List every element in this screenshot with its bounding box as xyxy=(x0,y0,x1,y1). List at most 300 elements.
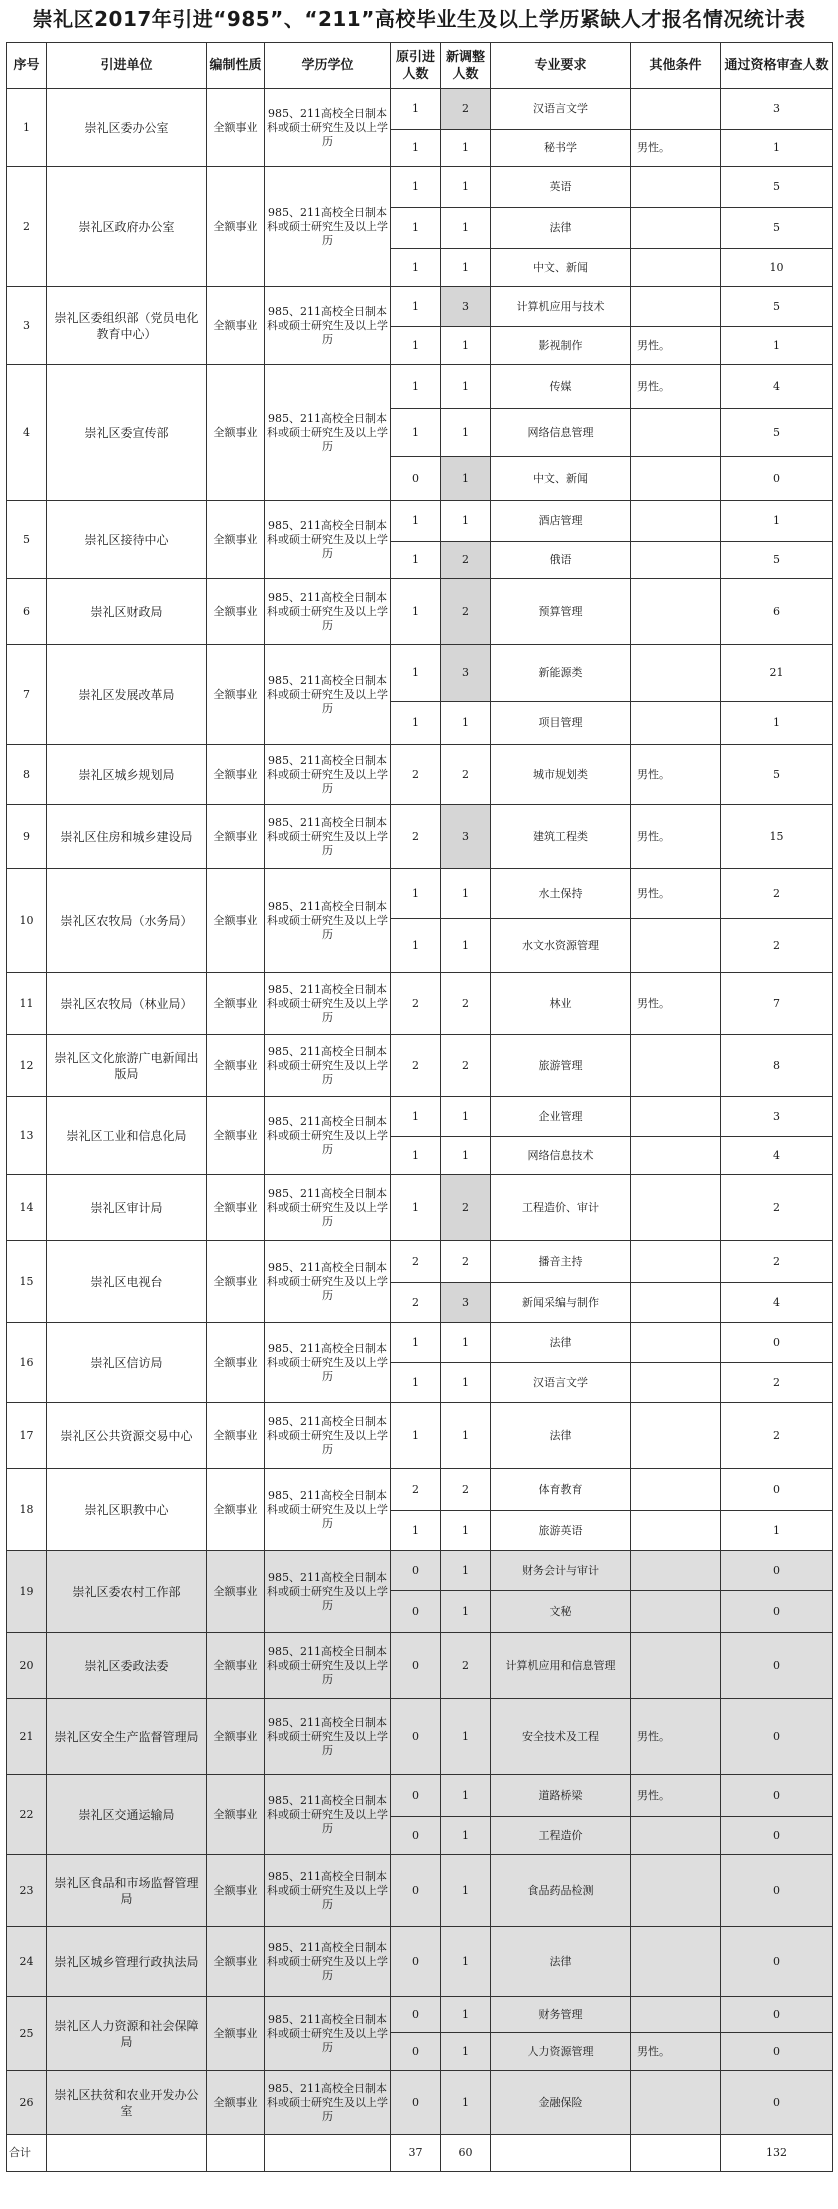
original-count: 0 xyxy=(391,1927,441,1997)
passed-count: 0 xyxy=(721,1469,833,1511)
header-cell: 原引进人数 xyxy=(391,43,441,89)
unit-name: 崇礼区电视台 xyxy=(47,1241,207,1323)
passed-count: 1 xyxy=(721,130,833,167)
major-requirement: 项目管理 xyxy=(491,702,631,745)
unit-name: 崇礼区接待中心 xyxy=(47,501,207,579)
passed-count: 4 xyxy=(721,365,833,409)
table-row xyxy=(7,1035,833,1097)
new-count: 2 xyxy=(441,579,491,645)
passed-count: 0 xyxy=(721,1591,833,1633)
unit-name: 崇礼区财政局 xyxy=(47,579,207,645)
row-number: 1 xyxy=(7,89,47,167)
major-requirement: 中文、新闻 xyxy=(491,457,631,501)
other-conditions: 男性。 xyxy=(631,805,721,869)
major-requirement: 网络信息技术 xyxy=(491,1137,631,1175)
new-count: 1 xyxy=(441,457,491,501)
original-count: 0 xyxy=(391,1775,441,1817)
major-requirement: 法律 xyxy=(491,1403,631,1469)
table-row xyxy=(7,1469,833,1511)
header-cell: 通过资格审查人数 xyxy=(721,43,833,89)
major-requirement: 工程造价 xyxy=(491,1817,631,1855)
row-number: 16 xyxy=(7,1323,47,1403)
other-conditions xyxy=(631,1137,721,1175)
original-count: 1 xyxy=(391,130,441,167)
major-requirement: 体育教育 xyxy=(491,1469,631,1511)
major-requirement: 网络信息管理 xyxy=(491,409,631,457)
unit-name: 崇礼区工业和信息化局 xyxy=(47,1097,207,1175)
unit-name: 崇礼区信访局 xyxy=(47,1323,207,1403)
original-count: 1 xyxy=(391,89,441,130)
other-conditions xyxy=(631,409,721,457)
original-count: 2 xyxy=(391,745,441,805)
passed-count: 0 xyxy=(721,1855,833,1927)
degree-requirement: 985、211高校全日制本科或硕士研究生及以上学历 xyxy=(265,89,391,167)
unit-name: 崇礼区人力资源和社会保障局 xyxy=(47,1997,207,2071)
original-count: 2 xyxy=(391,1241,441,1283)
table-row xyxy=(7,1633,833,1699)
major-requirement: 秘书学 xyxy=(491,130,631,167)
degree-requirement: 985、211高校全日制本科或硕士研究生及以上学历 xyxy=(265,1469,391,1551)
passed-count: 2 xyxy=(721,1175,833,1241)
original-count: 1 xyxy=(391,1403,441,1469)
new-count: 3 xyxy=(441,645,491,702)
passed-count: 5 xyxy=(721,409,833,457)
staffing-type: 全额事业 xyxy=(207,501,265,579)
header-cell: 学历学位 xyxy=(265,43,391,89)
row-number: 15 xyxy=(7,1241,47,1323)
degree-requirement: 985、211高校全日制本科或硕士研究生及以上学历 xyxy=(265,1699,391,1775)
original-count: 0 xyxy=(391,1855,441,1927)
unit-name: 崇礼区委政法委 xyxy=(47,1633,207,1699)
staffing-type: 全额事业 xyxy=(207,645,265,745)
original-count: 0 xyxy=(391,1551,441,1591)
other-conditions: 男性。 xyxy=(631,1775,721,1817)
passed-count: 2 xyxy=(721,919,833,973)
other-conditions xyxy=(631,1469,721,1511)
table-row xyxy=(7,1855,833,1927)
passed-count: 5 xyxy=(721,208,833,249)
table-row xyxy=(7,579,833,645)
staffing-type: 全额事业 xyxy=(207,973,265,1035)
table-row xyxy=(7,167,833,208)
other-conditions: 男性。 xyxy=(631,869,721,919)
original-count: 2 xyxy=(391,973,441,1035)
major-requirement: 汉语言文学 xyxy=(491,89,631,130)
original-count: 1 xyxy=(391,645,441,702)
original-count: 1 xyxy=(391,869,441,919)
row-number: 21 xyxy=(7,1699,47,1775)
major-requirement: 传媒 xyxy=(491,365,631,409)
passed-count: 2 xyxy=(721,1403,833,1469)
table-row xyxy=(7,2071,833,2135)
degree-requirement: 985、211高校全日制本科或硕士研究生及以上学历 xyxy=(265,1241,391,1323)
other-conditions xyxy=(631,1511,721,1551)
other-conditions: 男性。 xyxy=(631,130,721,167)
other-conditions xyxy=(631,1097,721,1137)
unit-name: 崇礼区农牧局（水务局） xyxy=(47,869,207,973)
table-body xyxy=(7,89,833,2135)
staffing-type: 全额事业 xyxy=(207,579,265,645)
other-conditions: 男性。 xyxy=(631,1699,721,1775)
table-row xyxy=(7,365,833,409)
major-requirement: 酒店管理 xyxy=(491,501,631,542)
empty-cell xyxy=(207,2135,265,2172)
other-conditions: 男性。 xyxy=(631,365,721,409)
new-count: 2 xyxy=(441,1241,491,1283)
new-count: 1 xyxy=(441,1097,491,1137)
other-conditions xyxy=(631,1283,721,1323)
page-title: 崇礼区2017年引进“985”、“211”高校毕业生及以上学历紧缺人才报名情况统计表 xyxy=(32,7,806,31)
passed-count: 2 xyxy=(721,1363,833,1403)
original-count: 1 xyxy=(391,1175,441,1241)
other-conditions xyxy=(631,1591,721,1633)
passed-count: 5 xyxy=(721,287,833,327)
new-count: 1 xyxy=(441,409,491,457)
major-requirement: 企业管理 xyxy=(491,1097,631,1137)
degree-requirement: 985、211高校全日制本科或硕士研究生及以上学历 xyxy=(265,501,391,579)
other-conditions: 男性。 xyxy=(631,2033,721,2071)
header-cell: 其他条件 xyxy=(631,43,721,89)
degree-requirement: 985、211高校全日制本科或硕士研究生及以上学历 xyxy=(265,805,391,869)
unit-name: 崇礼区文化旅游广电新闻出版局 xyxy=(47,1035,207,1097)
header-cell: 序号 xyxy=(7,43,47,89)
passed-count: 1 xyxy=(721,702,833,745)
table-row xyxy=(7,1699,833,1775)
major-requirement: 工程造价、审计 xyxy=(491,1175,631,1241)
major-requirement: 播音主持 xyxy=(491,1241,631,1283)
original-count: 1 xyxy=(391,1137,441,1175)
other-conditions xyxy=(631,1035,721,1097)
major-requirement: 文秘 xyxy=(491,1591,631,1633)
unit-name: 崇礼区扶贫和农业开发办公室 xyxy=(47,2071,207,2135)
row-number: 11 xyxy=(7,973,47,1035)
unit-name: 崇礼区委宣传部 xyxy=(47,365,207,501)
other-conditions xyxy=(631,501,721,542)
degree-requirement: 985、211高校全日制本科或硕士研究生及以上学历 xyxy=(265,1097,391,1175)
row-number: 26 xyxy=(7,2071,47,2135)
original-count: 1 xyxy=(391,579,441,645)
new-count: 2 xyxy=(441,745,491,805)
major-requirement: 法律 xyxy=(491,1927,631,1997)
row-number: 13 xyxy=(7,1097,47,1175)
staffing-type: 全额事业 xyxy=(207,1775,265,1855)
staffing-type: 全额事业 xyxy=(207,1241,265,1323)
other-conditions xyxy=(631,702,721,745)
header-cell: 新调整人数 xyxy=(441,43,491,89)
unit-name: 崇礼区委办公室 xyxy=(47,89,207,167)
row-number: 17 xyxy=(7,1403,47,1469)
unit-name: 崇礼区委组织部（党员电化教育中心） xyxy=(47,287,207,365)
other-conditions xyxy=(631,919,721,973)
unit-name: 崇礼区食品和市场监督管理局 xyxy=(47,1855,207,1927)
row-number: 6 xyxy=(7,579,47,645)
row-number: 22 xyxy=(7,1775,47,1855)
unit-name: 崇礼区住房和城乡建设局 xyxy=(47,805,207,869)
staffing-type: 全额事业 xyxy=(207,167,265,287)
new-count: 3 xyxy=(441,1283,491,1323)
major-requirement: 法律 xyxy=(491,208,631,249)
row-number: 19 xyxy=(7,1551,47,1633)
row-number: 12 xyxy=(7,1035,47,1097)
original-count: 1 xyxy=(391,365,441,409)
other-conditions xyxy=(631,1175,721,1241)
row-number: 8 xyxy=(7,745,47,805)
original-count: 0 xyxy=(391,1591,441,1633)
original-count: 0 xyxy=(391,2071,441,2135)
table-row xyxy=(7,287,833,327)
degree-requirement: 985、211高校全日制本科或硕士研究生及以上学历 xyxy=(265,645,391,745)
degree-requirement: 985、211高校全日制本科或硕士研究生及以上学历 xyxy=(265,1775,391,1855)
original-count: 0 xyxy=(391,2033,441,2071)
degree-requirement: 985、211高校全日制本科或硕士研究生及以上学历 xyxy=(265,745,391,805)
unit-name: 崇礼区城乡管理行政执法局 xyxy=(47,1927,207,1997)
passed-count: 3 xyxy=(721,89,833,130)
staffing-type: 全额事业 xyxy=(207,1997,265,2071)
major-requirement: 人力资源管理 xyxy=(491,2033,631,2071)
staffing-type: 全额事业 xyxy=(207,2071,265,2135)
major-requirement: 预算管理 xyxy=(491,579,631,645)
new-count: 1 xyxy=(441,1591,491,1633)
original-count: 1 xyxy=(391,249,441,287)
original-count: 1 xyxy=(391,542,441,579)
staffing-type: 全额事业 xyxy=(207,805,265,869)
new-count: 1 xyxy=(441,249,491,287)
passed-count: 0 xyxy=(721,1551,833,1591)
total-original-count: 37 xyxy=(391,2135,441,2172)
table-row xyxy=(7,501,833,542)
table-row xyxy=(7,869,833,919)
other-conditions xyxy=(631,645,721,702)
staffing-type: 全额事业 xyxy=(207,1551,265,1633)
new-count: 1 xyxy=(441,869,491,919)
statistics-table-container xyxy=(6,42,832,2172)
degree-requirement: 985、211高校全日制本科或硕士研究生及以上学历 xyxy=(265,1997,391,2071)
new-count: 1 xyxy=(441,1323,491,1363)
passed-count: 1 xyxy=(721,501,833,542)
new-count: 2 xyxy=(441,1035,491,1097)
header-row xyxy=(7,43,833,89)
table-row xyxy=(7,1241,833,1283)
new-count: 1 xyxy=(441,1137,491,1175)
passed-count: 7 xyxy=(721,973,833,1035)
statistics-table xyxy=(6,42,833,2172)
passed-count: 8 xyxy=(721,1035,833,1097)
new-count: 1 xyxy=(441,702,491,745)
major-requirement: 计算机应用和信息管理 xyxy=(491,1633,631,1699)
unit-name: 崇礼区审计局 xyxy=(47,1175,207,1241)
table-row xyxy=(7,1403,833,1469)
passed-count: 6 xyxy=(721,579,833,645)
major-requirement: 水土保持 xyxy=(491,869,631,919)
new-count: 3 xyxy=(441,287,491,327)
passed-count: 2 xyxy=(721,1241,833,1283)
staffing-type: 全额事业 xyxy=(207,1323,265,1403)
row-number: 25 xyxy=(7,1997,47,2071)
new-count: 1 xyxy=(441,2071,491,2135)
original-count: 1 xyxy=(391,409,441,457)
major-requirement: 法律 xyxy=(491,1323,631,1363)
table-row xyxy=(7,645,833,702)
original-count: 1 xyxy=(391,1511,441,1551)
table-row xyxy=(7,1175,833,1241)
major-requirement: 财务管理 xyxy=(491,1997,631,2033)
original-count: 1 xyxy=(391,167,441,208)
new-count: 1 xyxy=(441,1775,491,1817)
total-label: 合计 xyxy=(7,2135,47,2172)
degree-requirement: 985、211高校全日制本科或硕士研究生及以上学历 xyxy=(265,579,391,645)
new-count: 2 xyxy=(441,973,491,1035)
major-requirement: 俄语 xyxy=(491,542,631,579)
row-number: 10 xyxy=(7,869,47,973)
new-count: 1 xyxy=(441,2033,491,2071)
other-conditions xyxy=(631,542,721,579)
staffing-type: 全额事业 xyxy=(207,1035,265,1097)
major-requirement: 计算机应用与技术 xyxy=(491,287,631,327)
degree-requirement: 985、211高校全日制本科或硕士研究生及以上学历 xyxy=(265,1175,391,1241)
staffing-type: 全额事业 xyxy=(207,1097,265,1175)
passed-count: 5 xyxy=(721,167,833,208)
original-count: 0 xyxy=(391,1997,441,2033)
other-conditions xyxy=(631,1323,721,1363)
staffing-type: 全额事业 xyxy=(207,745,265,805)
unit-name: 崇礼区农牧局（林业局） xyxy=(47,973,207,1035)
row-number: 18 xyxy=(7,1469,47,1551)
other-conditions xyxy=(631,208,721,249)
major-requirement: 旅游英语 xyxy=(491,1511,631,1551)
major-requirement: 道路桥梁 xyxy=(491,1775,631,1817)
unit-name: 崇礼区公共资源交易中心 xyxy=(47,1403,207,1469)
new-count: 2 xyxy=(441,1175,491,1241)
table-row xyxy=(7,1997,833,2033)
other-conditions xyxy=(631,167,721,208)
table-row xyxy=(7,805,833,869)
header-cell: 编制性质 xyxy=(207,43,265,89)
passed-count: 4 xyxy=(721,1283,833,1323)
degree-requirement: 985、211高校全日制本科或硕士研究生及以上学历 xyxy=(265,167,391,287)
table-row xyxy=(7,1927,833,1997)
unit-name: 崇礼区委农村工作部 xyxy=(47,1551,207,1633)
unit-name: 崇礼区安全生产监督管理局 xyxy=(47,1699,207,1775)
original-count: 0 xyxy=(391,1817,441,1855)
other-conditions xyxy=(631,2071,721,2135)
new-count: 1 xyxy=(441,1817,491,1855)
passed-count: 3 xyxy=(721,1097,833,1137)
original-count: 1 xyxy=(391,208,441,249)
major-requirement: 财务会计与审计 xyxy=(491,1551,631,1591)
table-row xyxy=(7,745,833,805)
row-number: 7 xyxy=(7,645,47,745)
new-count: 1 xyxy=(441,1511,491,1551)
header-cell: 专业要求 xyxy=(491,43,631,89)
other-conditions xyxy=(631,249,721,287)
passed-count: 2 xyxy=(721,869,833,919)
staffing-type: 全额事业 xyxy=(207,1855,265,1927)
other-conditions xyxy=(631,1551,721,1591)
major-requirement: 中文、新闻 xyxy=(491,249,631,287)
new-count: 1 xyxy=(441,1551,491,1591)
original-count: 1 xyxy=(391,919,441,973)
degree-requirement: 985、211高校全日制本科或硕士研究生及以上学历 xyxy=(265,365,391,501)
original-count: 0 xyxy=(391,1633,441,1699)
original-count: 2 xyxy=(391,1035,441,1097)
original-count: 1 xyxy=(391,1363,441,1403)
major-requirement: 林业 xyxy=(491,973,631,1035)
degree-requirement: 985、211高校全日制本科或硕士研究生及以上学历 xyxy=(265,869,391,973)
degree-requirement: 985、211高校全日制本科或硕士研究生及以上学历 xyxy=(265,287,391,365)
other-conditions xyxy=(631,1997,721,2033)
passed-count: 4 xyxy=(721,1137,833,1175)
row-number: 5 xyxy=(7,501,47,579)
original-count: 0 xyxy=(391,457,441,501)
original-count: 2 xyxy=(391,1283,441,1323)
staffing-type: 全额事业 xyxy=(207,287,265,365)
staffing-type: 全额事业 xyxy=(207,1927,265,1997)
passed-count: 1 xyxy=(721,327,833,365)
passed-count: 0 xyxy=(721,2033,833,2071)
degree-requirement: 985、211高校全日制本科或硕士研究生及以上学历 xyxy=(265,2071,391,2135)
unit-name: 崇礼区职教中心 xyxy=(47,1469,207,1551)
staffing-type: 全额事业 xyxy=(207,365,265,501)
row-number: 14 xyxy=(7,1175,47,1241)
major-requirement: 食品药品检测 xyxy=(491,1855,631,1927)
major-requirement: 汉语言文学 xyxy=(491,1363,631,1403)
new-count: 1 xyxy=(441,1997,491,2033)
major-requirement: 新能源类 xyxy=(491,645,631,702)
table-row xyxy=(7,973,833,1035)
major-requirement: 水文水资源管理 xyxy=(491,919,631,973)
passed-count: 0 xyxy=(721,1927,833,1997)
unit-name: 崇礼区城乡规划局 xyxy=(47,745,207,805)
original-count: 2 xyxy=(391,805,441,869)
passed-count: 0 xyxy=(721,1997,833,2033)
new-count: 1 xyxy=(441,365,491,409)
new-count: 1 xyxy=(441,1927,491,1997)
empty-cell xyxy=(491,2135,631,2172)
staffing-type: 全额事业 xyxy=(207,1403,265,1469)
passed-count: 0 xyxy=(721,457,833,501)
passed-count: 0 xyxy=(721,2071,833,2135)
row-number: 3 xyxy=(7,287,47,365)
major-requirement: 城市规划类 xyxy=(491,745,631,805)
table-row xyxy=(7,1097,833,1137)
new-count: 1 xyxy=(441,208,491,249)
major-requirement: 旅游管理 xyxy=(491,1035,631,1097)
new-count: 1 xyxy=(441,919,491,973)
other-conditions: 男性。 xyxy=(631,745,721,805)
new-count: 1 xyxy=(441,327,491,365)
new-count: 3 xyxy=(441,805,491,869)
degree-requirement: 985、211高校全日制本科或硕士研究生及以上学历 xyxy=(265,1633,391,1699)
table-row xyxy=(7,89,833,130)
major-requirement: 建筑工程类 xyxy=(491,805,631,869)
other-conditions xyxy=(631,1855,721,1927)
row-number: 23 xyxy=(7,1855,47,1927)
row-number: 4 xyxy=(7,365,47,501)
degree-requirement: 985、211高校全日制本科或硕士研究生及以上学历 xyxy=(265,1551,391,1633)
original-count: 1 xyxy=(391,1323,441,1363)
new-count: 2 xyxy=(441,1633,491,1699)
major-requirement: 金融保险 xyxy=(491,2071,631,2135)
staffing-type: 全额事业 xyxy=(207,1633,265,1699)
staffing-type: 全额事业 xyxy=(207,89,265,167)
other-conditions xyxy=(631,457,721,501)
new-count: 1 xyxy=(441,167,491,208)
row-number: 24 xyxy=(7,1927,47,1997)
table-row xyxy=(7,1775,833,1817)
new-count: 1 xyxy=(441,1855,491,1927)
degree-requirement: 985、211高校全日制本科或硕士研究生及以上学历 xyxy=(265,1927,391,1997)
major-requirement: 安全技术及工程 xyxy=(491,1699,631,1775)
